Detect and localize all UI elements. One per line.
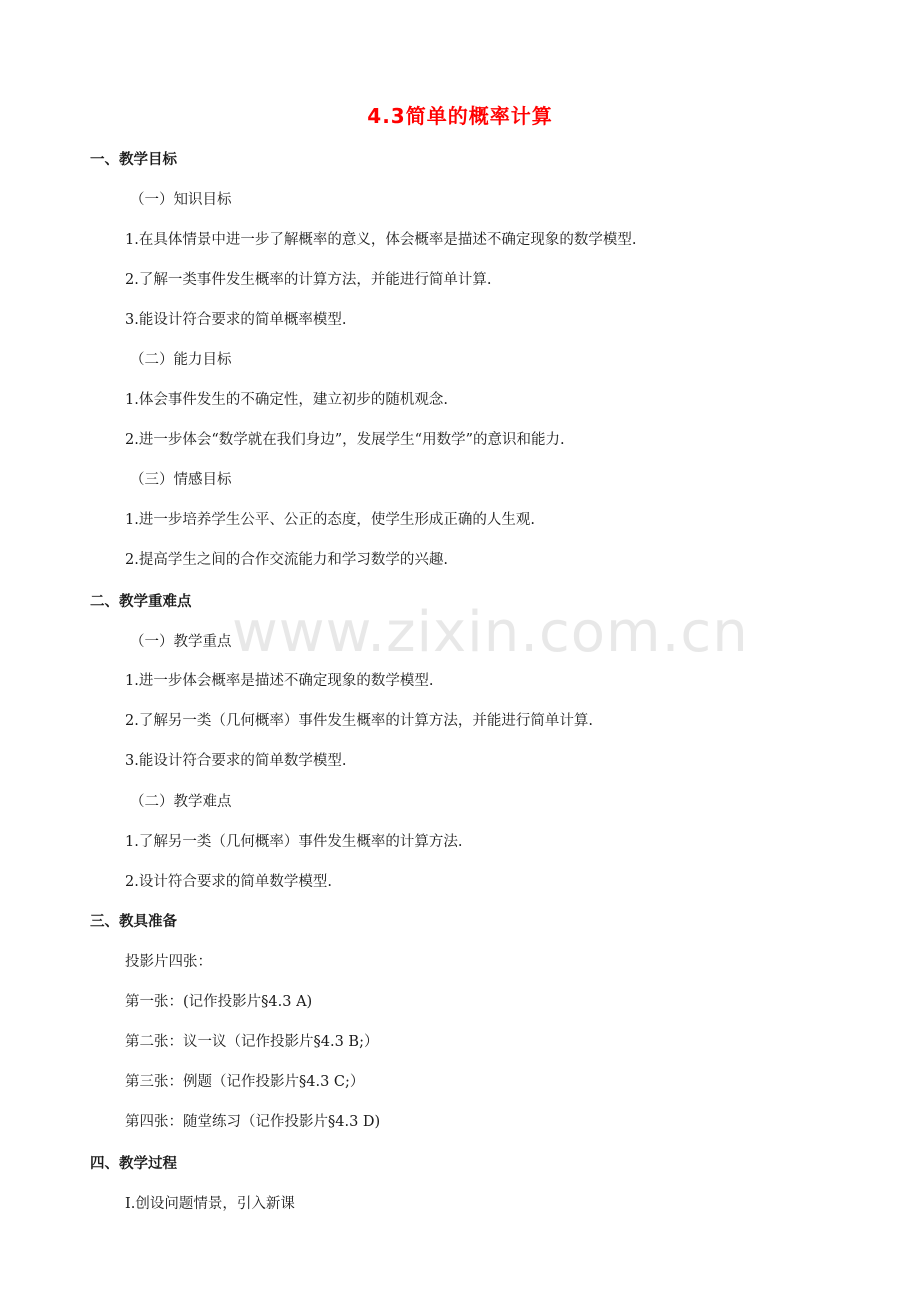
paragraph: 1.进一步培养学生公平、公正的态度，使学生形成正确的人生观.: [125, 512, 535, 528]
paragraph: 2.进一步体会“数学就在我们身边”，发展学生“用数学”的意识和能力.: [125, 432, 565, 448]
paragraph: 1.进一步体会概率是描述不确定现象的数学模型.: [125, 673, 434, 689]
paragraph: 1.在具体情景中进一步了解概率的意义，体会概率是描述不确定现象的数学模型.: [125, 232, 637, 248]
paragraph: 2.提高学生之间的合作交流能力和学习数学的兴趣.: [125, 552, 448, 568]
paragraph: 3.能设计符合要求的简单概率模型.: [125, 312, 347, 328]
subsection-heading: （二）能力目标: [130, 352, 232, 368]
paragraph: 1.体会事件发生的不确定性，建立初步的随机观念.: [125, 392, 448, 408]
paragraph: 2.设计符合要求的简单数学模型.: [125, 874, 332, 890]
paragraph: Ⅰ.创设问题情景，引入新课: [125, 1196, 295, 1212]
paragraph: 第三张：例题（记作投影片§4.3 C;）: [125, 1074, 365, 1090]
paragraph: 第四张：随堂练习（记作投影片§4.3 D): [125, 1114, 381, 1130]
paragraph: 1.了解另一类（几何概率）事件发生概率的计算方法.: [125, 834, 463, 850]
document-title: 4.3简单的概率计算: [367, 104, 553, 128]
watermark: www.zixin.com.cn: [232, 600, 749, 665]
paragraph: 2.了解一类事件发生概率的计算方法，并能进行简单计算.: [125, 272, 492, 288]
paragraph: 2.了解另一类（几何概率）事件发生概率的计算方法，并能进行简单计算.: [125, 713, 593, 729]
subsection-heading: （二）教学难点: [130, 794, 232, 810]
paragraph: 第二张：议一议（记作投影片§4.3 B;）: [125, 1034, 379, 1050]
section-heading-materials: 三、教具准备: [90, 914, 177, 930]
subsection-heading: （一）知识目标: [130, 192, 232, 208]
paragraph: 3.能设计符合要求的简单数学模型.: [125, 753, 347, 769]
paragraph: 投影片四张：: [125, 954, 212, 970]
section-heading-objectives: 一、教学目标: [90, 152, 177, 168]
paragraph: 第一张：(记作投影片§4.3 A): [125, 994, 313, 1010]
section-heading-process: 四、教学过程: [90, 1156, 177, 1172]
subsection-heading: （一）教学重点: [130, 634, 232, 650]
section-heading-key-points: 二、教学重难点: [90, 594, 192, 610]
subsection-heading: （三）情感目标: [130, 472, 232, 488]
